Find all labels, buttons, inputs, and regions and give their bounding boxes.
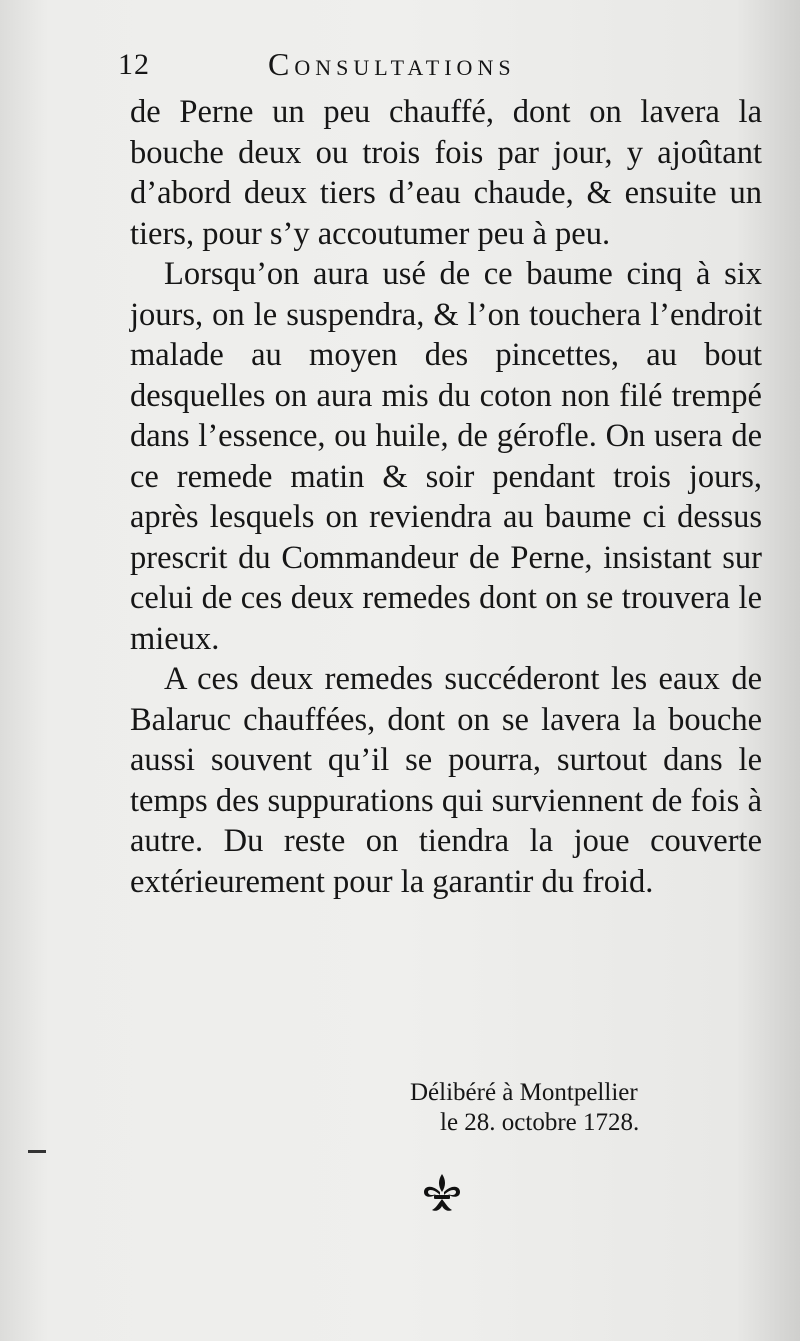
margin-mark: [28, 1150, 46, 1153]
signoff-date: le 28. octobre 1728.: [440, 1109, 640, 1136]
running-title: Consultations: [268, 46, 516, 82]
fleuron-icon: [418, 1170, 466, 1218]
signoff: [410, 1078, 770, 1138]
running-head: [118, 46, 618, 90]
paragraph-1: de Perne un peu chauffé, dont on lavera la bouche deux ou trois fois par jour, y ajoûtant d’abord deux tiers d’eau chaude, & ensuite un tiers, pour s’y accoutumer peu à peu.: [130, 94, 762, 252]
paragraph-2: Lorsqu’on aura usé de ce baume cinq à six jours, on le suspendra, & l’on touchera l’endroit malade au moyen des pincettes, au bout desquelles on aura mis du coton non filé trempé dans l’essence, ou huile, de gérofle. On usera de ce remede matin & soir pendant trois jours, après lesquels on reviendra au baume ci dessus prescrit du Commandeur de Perne, insistant sur celui de ces deux remedes dont on se trouvera le mieux.: [130, 256, 762, 657]
signoff-place: Délibéré à Montpellier: [410, 1079, 638, 1106]
page-number: 12: [118, 48, 150, 81]
body-text: [130, 92, 762, 902]
paragraph-3: A ces deux remedes succéderont les eaux de Balaruc chauffées, dont on se lavera la bouche aussi souvent qu’il se pourra, surtout dans le temps des suppurations qui surviennent de fois à autre. Du reste on tiendra la joue couverte extérieurement pour la garantir du froid.: [130, 661, 762, 900]
